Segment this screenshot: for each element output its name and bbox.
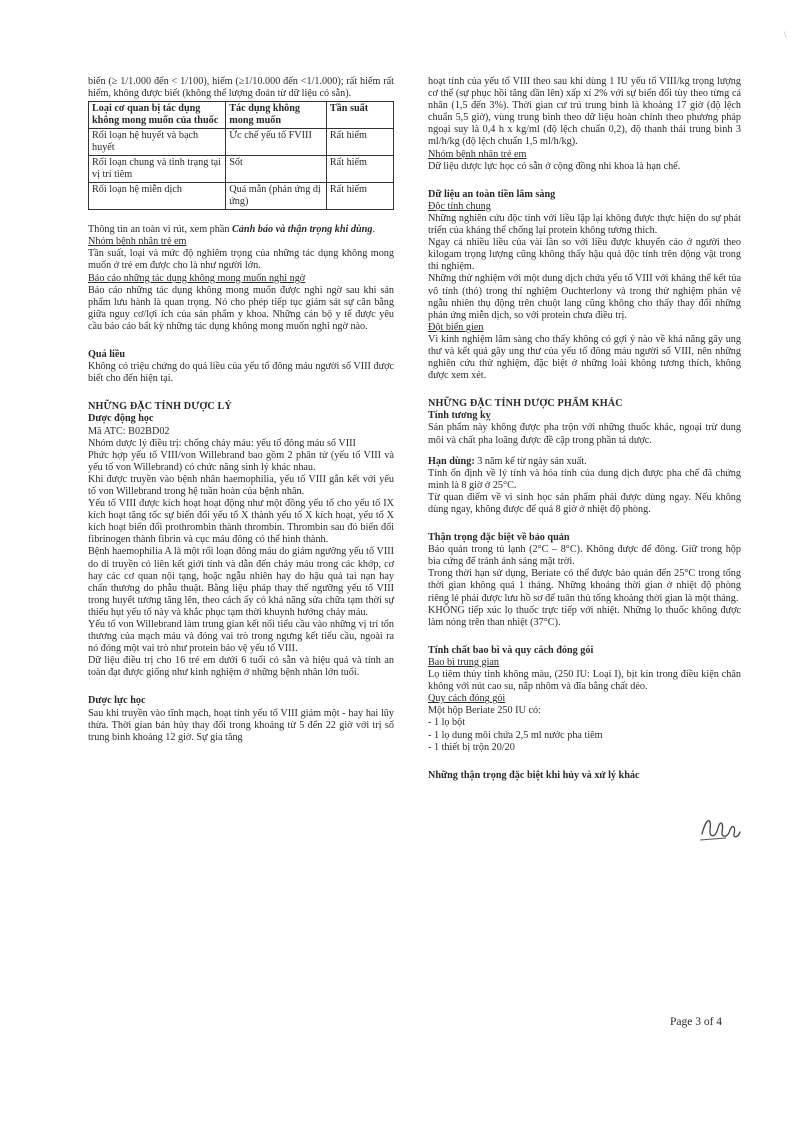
paragraph: Tính ổn định về lý tính và hóa tính của dung dịch được pha chế đã chứng minh là 8 giờ ở 25°C. bbox=[428, 467, 741, 491]
table-row bbox=[89, 156, 394, 183]
paragraph: Những nghiên cứu độc tính với liều lặp lại không được thực hiện do sự phát triển của kháng thể chống lại protein không tương thích. bbox=[428, 212, 741, 237]
virus-safety-suffix: . bbox=[372, 224, 375, 236]
pediatric-text: Tần suất, loại và mức độ nghiêm trọng của những tác dụng không mong muốn ở trẻ em được cho là như người lớn. bbox=[88, 248, 394, 272]
pack-spec-heading: Quy cách đóng gói bbox=[428, 693, 506, 705]
primary-packaging-text: Lọ tiêm thủy tinh không màu, (250 IU: Loại I), bịt kín trong điều kiện chân không với nút cao su, nắp nhôm và đĩa bằng chất dẻo. bbox=[428, 669, 741, 693]
overdose-heading: Quá liều bbox=[88, 349, 126, 361]
list-item: - 1 lọ bột bbox=[428, 717, 466, 729]
incompatibility-text: Sản phẩm này không được pha trộn với những thuốc khác, ngoại trừ dung môi và chất pha loãng được đề cập trong phần tá dược. bbox=[428, 422, 741, 446]
table-cell: Rối loạn hệ miễn dịch bbox=[89, 183, 226, 210]
preclinical-heading: Dữ liệu an toàn tiền lâm sàng bbox=[428, 188, 556, 200]
shelf-life bbox=[428, 456, 741, 468]
paragraph: Phức hợp yếu tố VIII/von Willebrand bao gồm 2 phân tử (yếu tố VIII và yếu tố von Willebrand) có chức năng sinh lý khác nhau. bbox=[88, 449, 394, 473]
table-cell: Ức chế yếu tố FVIII bbox=[226, 129, 327, 156]
pharmacokinetics-continued: hoạt tính của yếu tố VIII theo sau khi dùng 1 IU yếu tố VIII/kg trọng lượng cơ thể (sự phục hồi tăng dần lên) xấp xỉ 2% với sự biến đổi tùy theo từng cá nhân (1,5 đến 3%). Thời gian cư trú trung bình là khoảng 17 giờ (độ lệch chuẩn 5,5 giờ), vùng trung bình theo dữ liệu hoàn chỉnh theo phương pháp ngoại suy là 0,4 h x kg/ml (độ lệch chuẩn 0,2), độ thanh thải trung bình 3 ml/h/kg (độ lệch chuẩn 1,5 ml/h/kg). bbox=[428, 76, 741, 148]
primary-packaging-heading: Bao bì trung gian bbox=[428, 656, 500, 668]
paragraph: Yếu tố VIII được kích hoạt hoạt động như một đồng yếu tố cho yếu tố IX kích hoạt tăng tốc sự biến đổi yếu tố X thành yếu tố X kích hoạt, yếu tố X kích hoạt biến đổi prothrombin thành thrombin. Thrombin sau đó biến đổi fibrinogen thành fibrin và cục máu đông có thể hình thành. bbox=[88, 498, 394, 546]
table-cell: Quá mẫn (phản ứng dị ứng) bbox=[226, 183, 327, 210]
list-item: - 1 lọ dung môi chứa 2,5 ml nước pha tiêm bbox=[428, 729, 603, 741]
paragraph: Từ quan điểm về vi sinh học sản phẩm phải được dùng ngay. Nếu không dùng ngay, không được để quá 8 giờ ở nhiệt độ phòng. bbox=[428, 491, 741, 515]
paragraph: Khi được truyền vào bệnh nhân haemophilia, yếu tố VIII gắn kết với yếu tố von Willebrand trong hệ tuần hoàn của bệnh nhân. bbox=[88, 473, 394, 497]
table-cell: Rất hiếm bbox=[326, 183, 393, 210]
table-cell: Rất hiếm bbox=[326, 129, 393, 156]
virus-safety-text: Thông tin an toàn vi rút, xem phần bbox=[88, 224, 233, 236]
table-cell: Rối loạn hệ huyết và bạch huyết bbox=[89, 129, 226, 156]
pediatric-text: Dữ liệu dược lực học có sẵn ở cộng đồng nhi khoa là hạn chế. bbox=[428, 160, 681, 172]
page-number: Page 3 of 4 bbox=[670, 1016, 723, 1028]
toxicity-heading: Độc tính chung bbox=[428, 200, 491, 212]
atc-code: Mã ATC: B02BD02 bbox=[88, 425, 170, 437]
table-header-row bbox=[89, 102, 394, 129]
signature-icon bbox=[696, 808, 744, 848]
disposal-heading: Những thận trọng đặc biệt khi hủy và xử lý khác bbox=[428, 769, 640, 781]
table-header: Tác dụng không mong muốn bbox=[226, 102, 327, 129]
frequency-intro: biến (≥ 1/1.000 đến < 1/100), hiếm (≥1/10.000 đến <1/1.000); rất hiếm rất hiếm, không được biết (không thể lượng đoán từ dữ liệu có sẵn). bbox=[88, 76, 394, 100]
reporting-heading: Báo cáo những tác dụng không mong muốn nghi ngờ bbox=[88, 272, 306, 284]
adverse-effects-table bbox=[88, 101, 394, 210]
table-cell: Sốt bbox=[226, 156, 327, 183]
paragraph: Dữ liệu điều trị cho 16 trẻ em dưới 6 tuổi có sẵn và hiệu quả và tính an toàn đạt được giống như kinh nghiệm ở những bệnh nhân lớn tuổi. bbox=[88, 655, 394, 679]
paragraph: KHÔNG tiếp xúc lọ thuốc trực tiếp với nhiệt. Những lọ thuốc không được làm nóng trên than nhiệt (37°C). bbox=[428, 604, 741, 628]
paragraph: Bệnh haemophilia A là một rối loạn đông máu do giảm ngưỡng yếu tố VIII do di truyền có liên kết giới tính và dẫn đến chảy máu trong các khớp, cơ hay các cơ quan nội tạng, hoặc ngẫu nhiên hay do hậu quả tai nạn hay chấn thương do phẫu thuật. Bằng liệu pháp thay thế ngưỡng yếu tố VIII trong huyết tương tăng lên, theo cách ấy có khả năng sửa chữa tạm thời sự thiếu hụt yếu tố này và khắc phục tạm thời khuynh hướng chảy máu. bbox=[88, 546, 394, 618]
right-column bbox=[428, 76, 741, 782]
table-row bbox=[89, 183, 394, 210]
table-row bbox=[89, 129, 394, 156]
paragraph: Yếu tố von Willebrand làm trung gian kết nối tiểu cầu vào những vị trí tổn thương của mạch máu và đóng vai trò trong ngưng kết tiểu cầu, ngoài ra nó đóng một vai trò như protein bảo vệ yếu tố VIII. bbox=[88, 619, 394, 655]
storage-heading: Thận trọng đặc biệt về bảo quản bbox=[428, 532, 570, 544]
virus-safety-reference: Cảnh báo và thận trọng khi dùng bbox=[232, 224, 373, 236]
table-header: Tần suất bbox=[326, 102, 393, 129]
corner-mark: \ bbox=[784, 30, 787, 40]
shelf-life-label: Hạn dùng: bbox=[428, 455, 475, 467]
reporting-text: Báo cáo những tác dụng không mong muốn được nghi ngờ sau khi sản phẩm lưu hành là quan trọng. Nó cho phép tiếp tục giám sát sự cân bằng giữa nguy cơ/lợi ích của sản phẩm y khoa. Những cán bộ y tế được yêu cầu báo cáo bất kỳ những tác dụng không mong muốn nghi ngờ nào. bbox=[88, 284, 394, 332]
packaging-heading: Tính chất bao bì và quy cách đóng gói bbox=[428, 644, 594, 656]
table-header: Loại cơ quan bị tác dụng không mong muốn của thuốc bbox=[89, 102, 226, 129]
pediatric-heading: Nhóm bệnh nhân trẻ em bbox=[88, 236, 187, 248]
mutagenicity-heading: Đột biến gien bbox=[428, 321, 484, 333]
pediatric-heading: Nhóm bệnh nhân trẻ em bbox=[428, 148, 527, 160]
pharmacodynamics-heading: Dược động học bbox=[88, 413, 154, 425]
pack-spec-intro: Một hộp Beriate 250 IU có: bbox=[428, 705, 541, 717]
left-column bbox=[88, 76, 394, 744]
paragraph: Ngay cả nhiều liều của vài lần so với liều được khuyến cáo ở người theo kilogam trọng lượng cũng không thấy hậu quả độc tính trên động vật trong thí nghiệm. bbox=[428, 237, 741, 273]
incompatibility-heading: Tính tương kỵ bbox=[428, 410, 491, 422]
virus-safety-note bbox=[88, 224, 394, 236]
table-cell: Rối loạn chung và tình trạng tại vị trí tiêm bbox=[89, 156, 226, 183]
paragraph: Những thử nghiệm với một dung dịch chứa yếu tố VIII với kháng thể kết tủa vô tính (thỏ) trong thí nghiệm Ouchterlony và trong thử nghiệm phản vệ ngẫu nhiên thụ động trên chuột lang cũng không cho thấy thay đổi những phản ứng miễn dịch, so với protein chưa điều trị. bbox=[428, 273, 741, 321]
pharmacology-heading: NHỮNG ĐẶC TÍNH DƯỢC LÝ bbox=[88, 401, 232, 413]
paragraph: Trong thời hạn sử dụng, Beriate có thể được bảo quản đến 25°C trong tổng thời gian không quá 1 tháng. Những khoảng thời gian ở nhiệt độ phòng riêng lẻ phải được lưu hồ sơ để tuân thủ tổng khoảng thời gian là một tháng. bbox=[428, 568, 741, 604]
therapeutic-group: Nhóm dược lý điều trị: chống chảy máu: yếu tố đông máu số VIII bbox=[88, 437, 356, 449]
mutagenicity-text: Vì kinh nghiệm lâm sàng cho thấy không có gợi ý nào về khả năng gây ung thư và kết quả gây ung thư của yếu tố đông máu người số VIII, nên những nghiên cứu thử nghiệm, đặc biệt ở những loài không tương thích, không được xem xét. bbox=[428, 333, 741, 382]
overdose-text: Không có triệu chứng do quá liều của yếu tố đông máu người số VIII được biết cho đến hiện tại. bbox=[88, 361, 394, 385]
pharmacokinetics-heading: Dược lực học bbox=[88, 695, 146, 707]
pharmaceutical-heading: NHỮNG ĐẶC TÍNH DƯỢC PHẨM KHÁC bbox=[428, 398, 623, 410]
list-item: - 1 thiết bị trộn 20/20 bbox=[428, 741, 515, 753]
table-cell: Rất hiếm bbox=[326, 156, 393, 183]
paragraph: Bảo quản trong tủ lạnh (2°C – 8°C). Không được để đông. Giữ trong hộp bìa cứng để tránh ánh sáng mặt trời. bbox=[428, 544, 741, 568]
shelf-life-value: 3 năm kể từ ngày sản xuất. bbox=[474, 455, 587, 467]
pharmacokinetics-text: Sau khi truyền vào tĩnh mạch, hoạt tính yếu tố VIII giảm một - hay hai lũy thừa. Thời gian bán hủy thay đổi trong khoảng từ 5 đến 22 giờ với trị số trung bình khoảng 12 giờ. Sự gia tăng bbox=[88, 707, 394, 743]
